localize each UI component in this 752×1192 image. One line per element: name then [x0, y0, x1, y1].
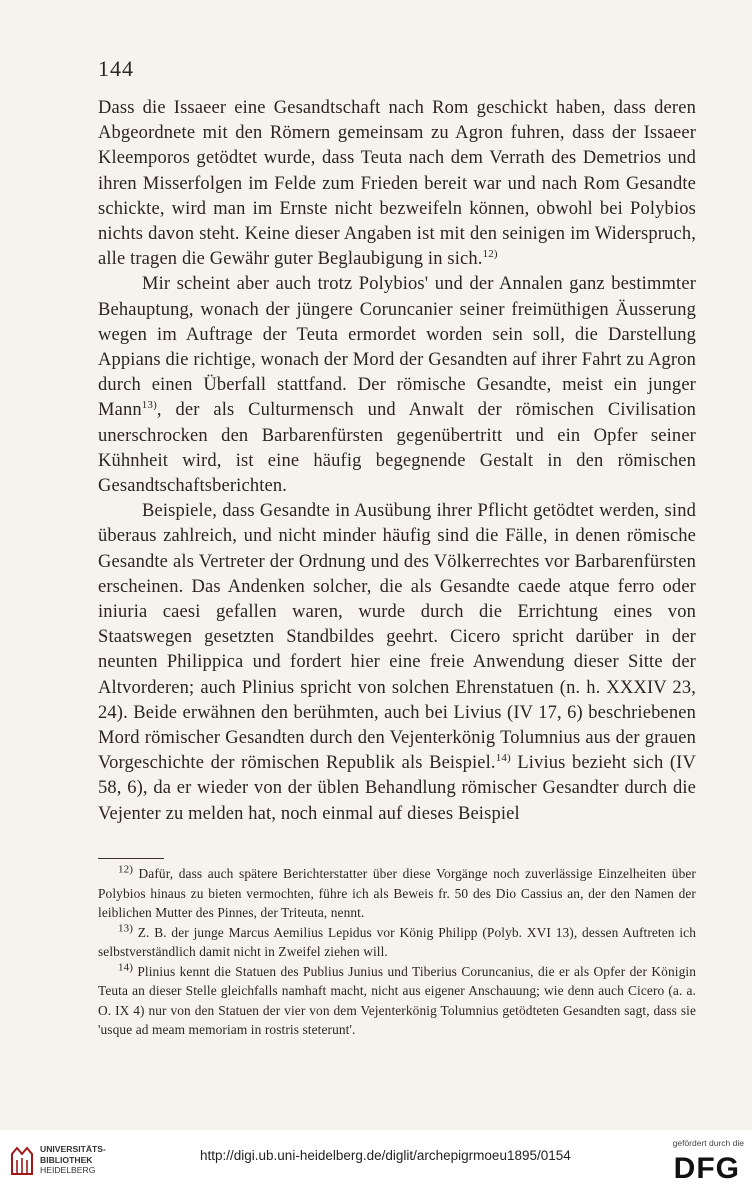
footnote-text: Dafür, dass auch spätere Berichterstatter über diese Vorgänge noch zuverlässige Einzelheiten über Polybios hinaus zu bieten vermochten, führe ich als Beweis fr. 50 des Dio Cassius an, der den Namen der leiblichen Mutter des Pinnes, der Triteuta, nennt. — [98, 866, 696, 920]
page-number: 144 — [98, 56, 134, 81]
footnotes — [98, 864, 696, 1040]
paragraph-text: Dass die Issaeer eine Gesandtschaft nach Rom geschickt haben, dass deren Abgeordnete mit den Römern gemeinsam zu Agron fuhren, dass der Issaeer Kleemporos getödtet wurde, dass Teuta nach dem Verrath des Demetrios und ihren Misserfolgen im Felde zum Frieden bereit war und nach Rom Gesandte schickte, wird man im Ernste nicht bezweifeln können, obwohl bei Polybios nichts davon steht. Keine dieser Angaben ist mit den seinigen im Widerspruch, alle tragen die Gewähr guter Beglaubigung in sich. — [98, 98, 696, 270]
footnote-ref[interactable]: 13) — [141, 399, 157, 412]
footnote-text: Plinius kennt die Statuen des Publius Junius und Tiberius Coruncanius, die er als Opfer der Königin Teuta an dieser Stelle gleichfalls namhaft macht, nicht aus eigener Anschauung; wie denn auch Cicero (a. a. O. IX 4) nur von den Statuen der vier von dem Vejenterkönig Tolumnius getödteten Gesandten sagt, dass sie 'usque ad meam memoriam in rostris steterunt'. — [98, 963, 696, 1037]
footnote-number: 13) — [118, 922, 133, 935]
paragraph-text: Mir scheint aber auch trotz Polybios' und der Annalen ganz bestimmter Behauptung, wonach der jüngere Coruncanier seiner freimüthigen Äusserung wegen im Auftrage der Teuta ermordet worden sein soll, die Darstellung Appians die richtige, wonach der Mord der Gesandten auf ihrer Fahrt zu Agron durch einen Überfall stattfand. Der römische Gesandte, meist ein junger Mann — [98, 274, 696, 421]
library-line-1: UNIVERSITÄTS- — [40, 1144, 106, 1154]
paragraph-text: Livius bezieht sich (IV 58, 6), da er wieder von der üblen Behandlung römischer Gesandter durch die Vejenter zu melden hat, noch einmal auf dieses Beispiel — [98, 753, 696, 824]
footnote-ref[interactable]: 14) — [495, 752, 511, 765]
paragraph — [98, 499, 696, 827]
library-name — [40, 1144, 106, 1176]
body-text — [98, 96, 696, 827]
paragraph-text: Beispiele, dass Gesandte in Ausübung ihrer Pflicht getödtet werden, sind überaus zahlreich, und nicht minder häufig sind die Fälle, in denen römische Gesandte als Vertreter der Ordnung und des Völkerrechtes vor Barbarenfürsten erscheinen. Das Andenken solcher, die als Gesandte caede atque ferro oder iniuria caesi gefallen waren, wurde durch die Errichtung eines von Staatswegen gesetzten Standbildes geehrt. Cicero spricht darüber in der neunten Philippica und fordert hier eine freie Anwendung dieser Sitte der Altvorderen; auch Plinius spricht von solchen Ehrenstatuen (n. h. XXXIV 23, 24). Beide erwähnen den berühmten, auch bei Livius (IV 17, 6) beschriebenen Mord römischer Gesandten durch den Vejenterkönig Tolumnius aus der grauen Vorgeschichte der römischen Republik als Beispiel. — [98, 501, 696, 774]
footnote-ref[interactable]: 12) — [482, 248, 498, 261]
permalink-url[interactable]: http://digi.ub.uni-heidelberg.de/diglit/archepigrmoeu1895/0154 — [200, 1148, 571, 1163]
paragraph — [98, 96, 696, 272]
footnote-text: Z. B. der junge Marcus Aemilius Lepidus vor König Philipp (Polyb. XVI 13), dessen Auftreten ich selbstverständlich damit nicht in Zweifel ziehen will. — [98, 924, 696, 959]
footnote-number: 12) — [118, 863, 133, 876]
footnote — [98, 962, 696, 1040]
footnote — [98, 923, 696, 962]
footnote-rule — [98, 858, 164, 859]
dfg-logo: DFG — [673, 1152, 740, 1185]
footnote — [98, 864, 696, 923]
digitization-footer — [0, 1130, 752, 1192]
university-seal-icon — [8, 1144, 36, 1178]
library-line-3: HEIDELBERG — [40, 1165, 96, 1175]
footnote-number: 14) — [118, 961, 133, 974]
library-line-2: BIBLIOTHEK — [40, 1154, 93, 1165]
sponsor-text: gefördert durch die — [672, 1138, 744, 1148]
paragraph-text: , der als Culturmensch und Anwalt der römischen Civilisation unerschrocken den Barbarenfürsten gegenübertritt und ein Opfer seiner Kühnheit wird, ist eine häufig begegnende Gestalt in den römischen Gesandtschaftsberichten. — [98, 400, 696, 497]
paragraph — [98, 272, 696, 499]
